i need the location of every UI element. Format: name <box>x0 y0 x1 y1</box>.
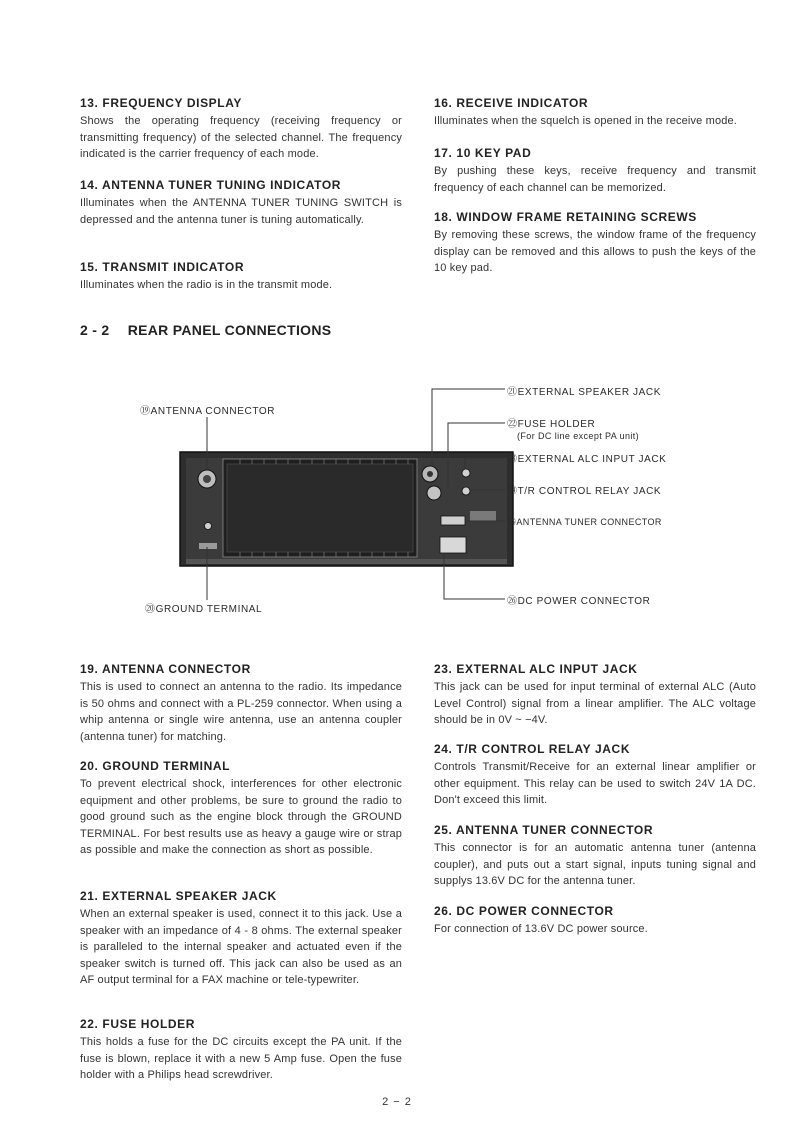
label-tr-control-relay-jack: ㉔T/R CONTROL RELAY JACK <box>507 486 662 497</box>
section-transmit-indicator <box>80 260 402 294</box>
ground-terminal-plate <box>199 543 217 549</box>
section-title: 24. T/R CONTROL RELAY JACK <box>434 742 631 756</box>
label-ground-terminal: ⑳GROUND TERMINAL <box>145 604 263 615</box>
section-title: 18. WINDOW FRAME RETAINING SCREWS <box>434 210 697 224</box>
section-body: To prevent electrical shock, interferences for other electronic equipment and other problems, be sure to ground the radio to good ground such as the engine block through the GROUND TERMINAL. For best results use as heavy a gauge wire or strap as possible and make the connection as short as possible. <box>80 778 402 857</box>
section-title: 21. EXTERNAL SPEAKER JACK <box>80 889 277 903</box>
section-heading-number: 2 - 2 <box>80 322 110 338</box>
section-body: For connection of 13.6V DC power source. <box>434 923 648 935</box>
section-ground-terminal <box>80 759 402 859</box>
section-frequency-display <box>80 96 402 163</box>
section-title: 16. RECEIVE INDICATOR <box>434 96 589 110</box>
antenna-connector-center <box>203 475 211 483</box>
label-fuse-holder: ㉒FUSE HOLDER <box>507 419 596 430</box>
label-antenna-tuner-connector: ㉕ANTENNA TUNER CONNECTOR <box>507 517 662 527</box>
label-external-speaker-jack: ㉑EXTERNAL SPEAKER JACK <box>507 387 661 398</box>
section-body: Illuminates when the ANTENNA TUNER TUNING SWITCH is depressed and the antenna tuner is tuning automatically. <box>80 197 402 226</box>
external-speaker-jack-center <box>427 471 433 477</box>
section-tr-control-relay-jack <box>434 742 756 809</box>
section-body: This holds a fuse for the DC circuits except the PA unit. If the fuse is blown, replace it with a new 5 Amp fuse. Open the fuse holder with a Philips head screwdriver. <box>80 1036 402 1082</box>
section-title: 19. ANTENNA CONNECTOR <box>80 662 251 676</box>
section-body: When an external speaker is used, connect it to this jack. Use a speaker with an impedance of 4 - 8 ohms. The external speaker is paralleled to the internal speaker and actuated even if the speaker switch is turned off. This jack can also be used as an AF output terminal for a FAX machine or tele-typewriter. <box>80 908 402 987</box>
heat-sink-window <box>227 464 413 552</box>
section-title: 14. ANTENNA TUNER TUNING INDICATOR <box>80 178 342 192</box>
tr-control-relay-jack-port <box>462 487 470 495</box>
section-external-alc-input-jack <box>434 662 756 729</box>
section-antenna-tuner-connector <box>434 823 756 890</box>
section-body: Shows the operating frequency (receiving frequency or transmitting frequency) of the selected channel. The frequency indicated is the carrier frequency of each mode. <box>80 115 402 161</box>
panel-tag <box>470 511 496 521</box>
section-fuse-holder <box>80 1017 402 1084</box>
section-body: Controls Transmit/Receive for an external linear amplifier or other equipment. This relay can be used to switch 24V 1A DC. Don't exceed this limit. <box>434 761 756 807</box>
section-external-speaker-jack <box>80 889 402 989</box>
rear-panel-diagram <box>0 375 794 625</box>
section-antenna-tuner-tuning-indicator <box>80 178 402 228</box>
label-antenna-connector: ⑲ANTENNA CONNECTOR <box>140 406 276 417</box>
label-external-alc-input-jack: ㉓EXTERNAL ALC INPUT JACK <box>507 454 667 465</box>
external-alc-input-jack-port <box>462 469 470 477</box>
section-10-key-pad <box>434 146 756 196</box>
bottom-strip <box>186 559 507 564</box>
section-title: 17. 10 KEY PAD <box>434 146 532 160</box>
section-title: 23. EXTERNAL ALC INPUT JACK <box>434 662 638 676</box>
fuse-holder-cap <box>427 486 441 500</box>
section-heading-title: REAR PANEL CONNECTIONS <box>127 322 332 338</box>
section-body: By removing these screws, the window frame of the frequency display can be removed and this allows to push the keys of the 10 key pad. <box>434 229 756 275</box>
section-body: This jack can be used for input terminal of external ALC (Auto Level Control) signal from a linear amplifier. The ALC voltage should be in 0V ~ −4V. <box>434 681 756 727</box>
section-title: 20. GROUND TERMINAL <box>80 759 231 773</box>
label-fuse-holder-note: (For DC line except PA unit) <box>517 431 640 441</box>
section-title: 13. FREQUENCY DISPLAY <box>80 96 242 110</box>
section-body: This is used to connect an antenna to the radio. Its impedance is 50 ohms and connect with a PL-259 connector. When using a whip antenna or single wire antenna, use an antenna coupler (antenna tuner) for matching. <box>80 681 402 743</box>
section-receive-indicator <box>434 96 756 130</box>
ground-terminal-post <box>205 523 212 530</box>
dc-power-connector-port <box>440 537 466 553</box>
section-body: Illuminates when the radio is in the transmit mode. <box>80 279 333 291</box>
page-number: 2 − 2 <box>382 1096 412 1108</box>
section-antenna-connector <box>80 662 402 745</box>
section-body: By pushing these keys, receive frequency and transmit frequency of each channel can be memorized. <box>434 165 756 194</box>
section-dc-power-connector <box>434 904 756 938</box>
section-title: 26. DC POWER CONNECTOR <box>434 904 614 918</box>
section-body: Illuminates when the squelch is opened in the receive mode. <box>434 115 737 127</box>
section-title: 22. FUSE HOLDER <box>80 1017 196 1031</box>
section-body: This connector is for an automatic antenna tuner (antenna coupler), and puts out a start signal, inputs tuning signal and supplys 13.6V DC for the antenna tuner. <box>434 842 756 888</box>
section-title: 15. TRANSMIT INDICATOR <box>80 260 245 274</box>
section-title: 25. ANTENNA TUNER CONNECTOR <box>434 823 654 837</box>
antenna-tuner-connector-port <box>441 516 465 525</box>
label-dc-power-connector: ㉖DC POWER CONNECTOR <box>507 596 651 607</box>
section-window-frame-retaining-screws <box>434 210 756 277</box>
section-heading <box>80 322 331 338</box>
